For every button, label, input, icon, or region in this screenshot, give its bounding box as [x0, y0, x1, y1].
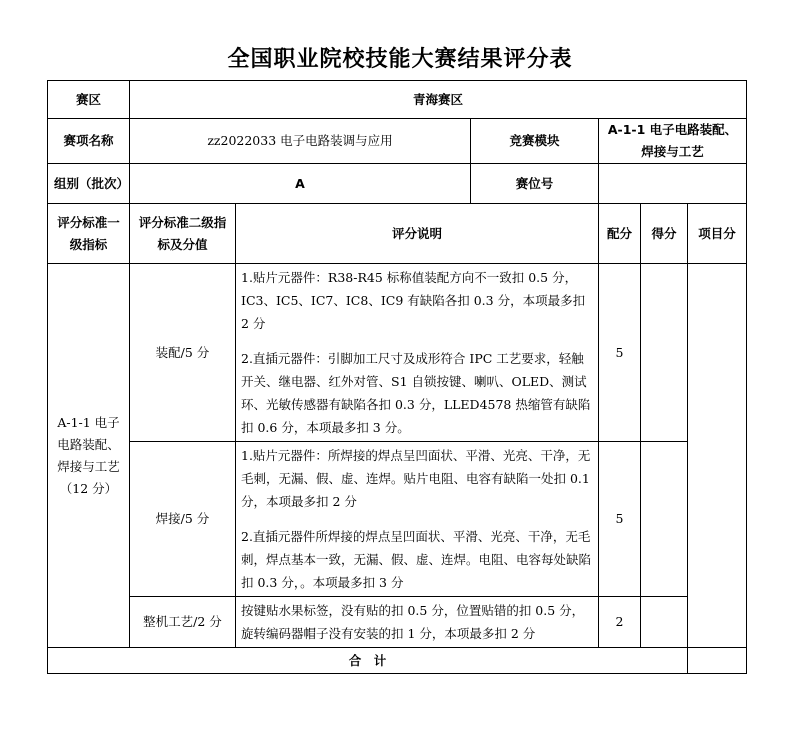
category-total: （12 分）	[59, 480, 118, 496]
col-score: 得分	[641, 204, 688, 264]
row-score-cell[interactable]	[641, 442, 688, 597]
item-row	[48, 119, 747, 164]
row-name: 装配/5 分	[130, 264, 236, 442]
col-level1: 评分标准一级指标	[48, 204, 130, 264]
row-name: 焊接/5 分	[130, 442, 236, 597]
row-description	[236, 597, 599, 648]
row-desc-item: 1.贴片元器件：R38-R45 标称值装配方向不一致扣 0.5 分，IC3、IC5、IC7、IC8、IC9 有缺陷各扣 0.3 分，本项最多扣 2 分	[241, 270, 586, 331]
region-row	[48, 81, 747, 119]
module-value: A-1-1 电子电路装配、焊接与工艺	[599, 119, 747, 164]
column-header-row	[48, 204, 747, 264]
total-row	[48, 648, 747, 674]
table-row	[48, 597, 747, 648]
col-item-score: 项目分	[688, 204, 747, 264]
group-label: 组别（批次）	[48, 164, 130, 204]
item-label: 赛项名称	[48, 119, 130, 164]
row-points: 5	[599, 442, 641, 597]
row-score-cell[interactable]	[641, 597, 688, 648]
row-desc-item: 1.贴片元器件：所焊接的焊点呈凹面状、平滑、光亮、干净，无毛刺，无漏、假、虚、连焊。贴片电阻、电容有缺陷一处扣 0.1 分，本项最多扣 2 分	[241, 448, 591, 509]
group-value: A	[130, 164, 471, 204]
row-desc-item: 2.直插元器件：引脚加工尺寸及成形符合 IPC 工艺要求，轻触开关、继电器、红外对管、S1 自锁按键、喇叭、OLED、测试环、光敏传感器有缺陷各扣 0.3 分，LLED4578 热缩管有缺陷扣 0.6 分，本项最多扣 3 分。	[241, 351, 591, 435]
row-desc-item: 2.直插元器件所焊接的焊点呈凹面状、平滑、光亮、干净，无毛刺，焊点基本一致，无漏、假、虚、连焊。电阻、电容每处缺陷扣 0.3 分，。本项最多扣 3 分	[241, 529, 592, 590]
row-points: 5	[599, 264, 641, 442]
row-points: 2	[599, 597, 641, 648]
total-label: 合 计	[48, 648, 688, 674]
category-cell	[48, 264, 130, 648]
region-label: 赛区	[48, 81, 130, 119]
item-value: zz2022033 电子电路装调与应用	[130, 119, 471, 164]
total-value-cell[interactable]	[688, 648, 747, 674]
row-desc-item: 按键贴水果标签，没有贴的扣 0.5 分，位置贴错的扣 0.5 分，旋转编码器帽子没有安装的扣 1 分，本项最多扣 2 分	[241, 603, 585, 641]
row-description	[236, 264, 599, 442]
seat-label: 赛位号	[471, 164, 599, 204]
col-level2: 评分标准二级指标及分值	[130, 204, 236, 264]
item-score-cell[interactable]	[688, 264, 747, 648]
table-row	[48, 264, 747, 442]
score-table	[47, 80, 747, 674]
page-title: 全国职业院校技能大赛结果评分表	[227, 47, 573, 72]
seat-value[interactable]	[599, 164, 747, 204]
row-score-cell[interactable]	[641, 264, 688, 442]
category-name: A-1-1 电子电路装配、焊接与工艺	[57, 414, 120, 474]
row-description	[236, 442, 599, 597]
row-name: 整机工艺/2 分	[130, 597, 236, 648]
region-value: 青海赛区	[130, 81, 747, 119]
table-row	[48, 442, 747, 597]
col-desc: 评分说明	[236, 204, 599, 264]
module-label: 竞赛模块	[471, 119, 599, 164]
col-points: 配分	[599, 204, 641, 264]
group-row	[48, 164, 747, 204]
